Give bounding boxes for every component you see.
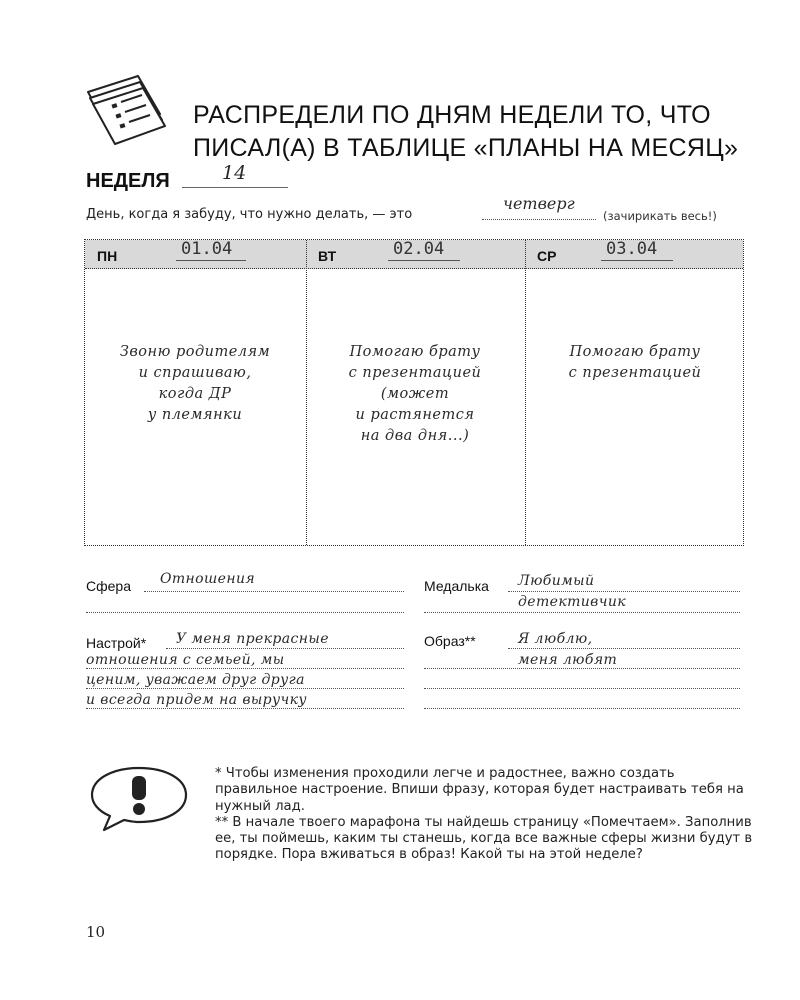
nastroi-line-4[interactable]: и всегда придем на выручку: [86, 692, 307, 708]
cell-line: и растянется: [355, 407, 475, 423]
cell-line: с презентацией: [348, 365, 482, 381]
nastroi-line-2[interactable]: отношения с семьей, мы: [86, 652, 285, 668]
cell-tue[interactable]: [310, 342, 520, 447]
week-label: НЕДЕЛЯ: [86, 170, 170, 192]
date-line-tue: [388, 260, 460, 261]
cell-line: Звоню родителям: [119, 344, 271, 360]
cell-line: на два дня...): [360, 428, 470, 444]
obraz-label: Образ**: [424, 633, 476, 649]
footnote-2: ** В начале твоего марафона ты найдешь страницу «Помечтаем». Заполнив ее, ты поймешь, каким ты станешь, когда все важные сферы жизни будут в порядке. Пора вживаться в образ! Какой ты на этой неделе?: [215, 814, 753, 863]
obraz-dotline: [424, 708, 740, 709]
obraz-line-1[interactable]: Я люблю,: [518, 631, 593, 647]
cell-line: у племянки: [147, 407, 243, 423]
forget-day-label: День, когда я забуду, что нужно делать, — это: [86, 207, 413, 222]
date-wed[interactable]: 03.04: [606, 239, 658, 259]
date-tue[interactable]: 02.04: [393, 239, 445, 259]
title-line-2: ПИСАЛ(А) В ТАБЛИЦЕ «ПЛАНЫ НА МЕСЯЦ»: [193, 134, 739, 162]
sfera-dotline-2: [86, 612, 404, 613]
medalka-label: Медалька: [424, 578, 489, 594]
checklist-document-icon: [80, 74, 180, 149]
exclamation-bubble-icon: [84, 762, 194, 834]
cell-line: и спрашиваю,: [138, 365, 252, 381]
nastroi-label: Настрой*: [86, 635, 147, 651]
sfera-dotline: [144, 591, 404, 592]
week-value[interactable]: 14: [222, 162, 247, 184]
cell-line: (может: [380, 386, 450, 402]
page-number: 10: [86, 923, 106, 941]
forget-day-note: (зачирикать весь!): [603, 209, 717, 223]
nastroi-line-3[interactable]: ценим, уважаем друг друга: [86, 672, 305, 688]
date-line-mon: [176, 260, 246, 261]
cell-line: с презентацией: [568, 365, 702, 381]
footnotes: [215, 766, 760, 864]
day-label-tue: ВТ: [318, 248, 337, 264]
cell-line: когда ДР: [158, 386, 232, 402]
column-divider: [306, 240, 307, 545]
obraz-line-2[interactable]: меня любят: [518, 652, 618, 668]
nastroi-line-1[interactable]: У меня прекрасные: [176, 631, 329, 647]
sfera-label: Сфера: [86, 578, 131, 594]
cell-line: Помогаю брату: [349, 344, 481, 360]
page-title: [193, 99, 738, 165]
day-label-wed: СР: [537, 248, 557, 264]
forget-day-dotline: [482, 219, 596, 220]
date-mon[interactable]: 01.04: [181, 239, 233, 259]
week-input-line: [182, 187, 288, 188]
cell-wed[interactable]: [530, 342, 740, 384]
obraz-dotline: [424, 688, 740, 689]
medalka-value-1[interactable]: Любимый: [518, 573, 595, 589]
title-line-1: РАСПРЕДЕЛИ ПО ДНЯМ НЕДЕЛИ ТО, ЧТО: [193, 101, 711, 129]
date-line-wed: [601, 260, 673, 261]
column-divider: [525, 240, 526, 545]
sfera-value[interactable]: Отношения: [160, 571, 256, 587]
day-label-mon: ПН: [97, 248, 118, 264]
cell-line: Помогаю брату: [569, 344, 701, 360]
medalka-value-2[interactable]: детективчик: [518, 594, 627, 610]
cell-mon[interactable]: [90, 342, 300, 426]
medalka-dotline-2: [424, 612, 740, 613]
footnote-1: * Чтобы изменения проходили легче и радостнее, важно создать правильное настроение. Впиши фразу, которая будет настраивать тебя на нужный лад.: [215, 766, 744, 814]
forget-day-value[interactable]: четверг: [503, 194, 575, 213]
